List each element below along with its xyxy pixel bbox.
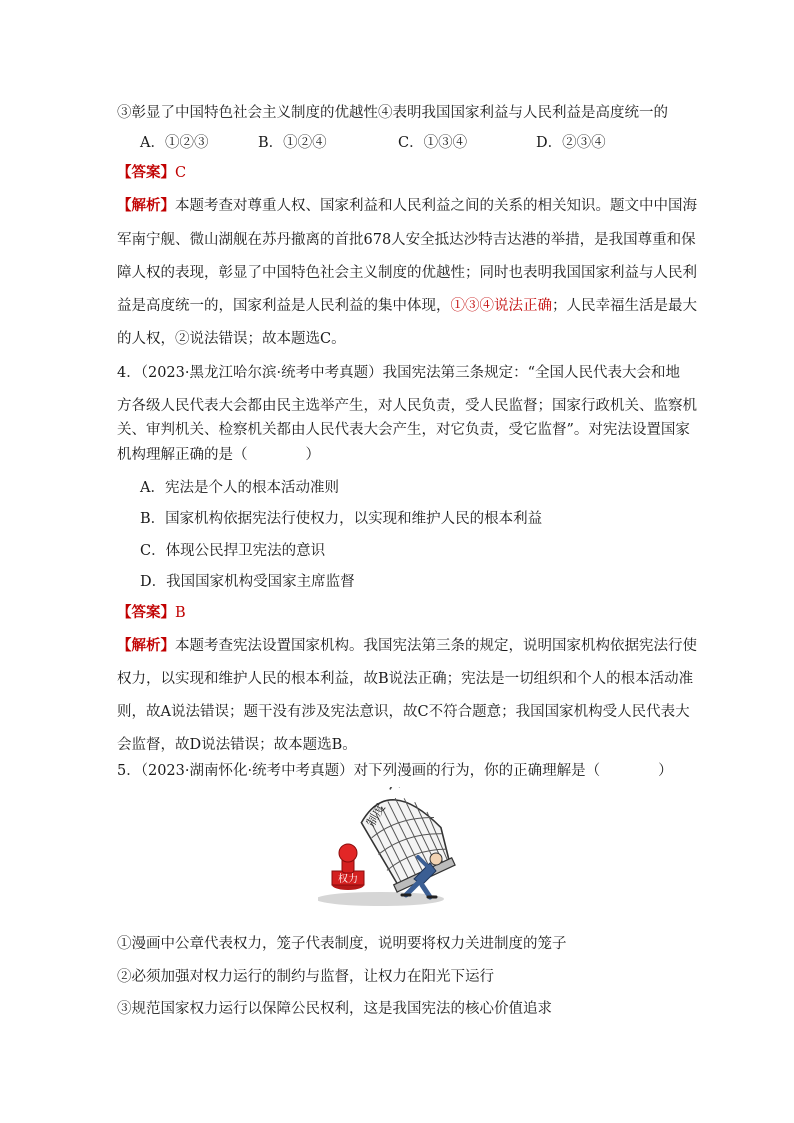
answer-value: C: [175, 165, 187, 181]
q5-stem: 5．（2023·湖南怀化·统考中考真题）对下列漫画的行为，你的正确理解是（ ）: [117, 763, 673, 779]
analysis-tag: 【解析】: [117, 637, 175, 654]
q4-answer: [117, 603, 186, 623]
q3-answer: [117, 163, 186, 183]
stamp-label: 权力: [338, 874, 358, 885]
q3-analysis-line-4: [117, 296, 697, 316]
q5-statement-3: ③规范国家权力运行以保障公民权利，这是我国宪法的核心价值追求: [117, 1001, 552, 1017]
q5-statement-2: ②必须加强对权力运行的制约与监督，让权力在阳光下运行: [117, 969, 494, 985]
analysis-text: 本题考查对尊重人权、国家利益和人民利益之间的关系的相关知识。题文中中国海: [175, 198, 697, 214]
q4-option-a: A．宪法是个人的根本活动准则: [140, 480, 339, 496]
q3-option-a: A．①②③: [140, 135, 209, 151]
q4-stem-line-1: 4．（2023·黑龙江哈尔滨·统考中考真题）我国宪法第三条规定：“全国人民代表大会和地: [117, 365, 681, 381]
analysis-text: 本题考查宪法设置国家机构。我国宪法第三条的规定，说明国家机构依据宪法行使: [175, 638, 697, 654]
analysis-text: 益是高度统一的，国家利益是人民利益的集中体现，: [117, 298, 451, 314]
q3-statement-tail: ③彰显了中国特色社会主义制度的优越性④表明我国国家利益与人民利益是高度统一的: [117, 105, 668, 121]
q4-analysis-line-2: 权力，以实现和维护人民的根本利益，故B说法正确；宪法是一切组织和个人的根本活动准: [117, 671, 694, 687]
q3-analysis-line-5: 的人权，②说法错误；故本题选C。: [117, 331, 346, 347]
q3-analysis-line-3: 障人权的表现，彰显了中国特色社会主义制度的优越性；同时也表明我国国家利益与人民利: [117, 265, 697, 281]
q4-stem-line-2: 方各级人民代表大会都由民主选举产生，对人民负责，受人民监督；国家行政机关、监察机: [117, 398, 697, 414]
analysis-tag: 【解析】: [117, 197, 175, 214]
cage-icon: [353, 787, 458, 893]
q5-statement-1: ①漫画中公章代表权力，笼子代表制度，说明要将权力关进制度的笼子: [117, 936, 567, 952]
q3-option-d: D．②③④: [536, 135, 606, 151]
answer-tag: 【答案】: [117, 604, 175, 621]
cartoon-image: [318, 787, 458, 907]
q4-option-d: D．我国国家机构受国家主席监督: [140, 574, 355, 590]
q4-option-c: C．体现公民捍卫宪法的意识: [140, 543, 326, 559]
answer-tag: 【答案】: [117, 164, 175, 181]
q4-stem-line-4: 机构理解正确的是（ ）: [117, 447, 320, 463]
q4-stem-line-3: 关、审判机关、检察机关都由人民代表大会产生，对它负责，受它监督”。对宪法设置国家: [117, 422, 690, 438]
analysis-text: ；人民幸福生活是最大: [552, 298, 697, 314]
q3-option-c: C．①③④: [398, 135, 468, 151]
q3-analysis-line-1: [117, 196, 697, 216]
q3-analysis-line-2: 军南宁舰、微山湖舰在苏丹撤离的首批678人安全抵达沙特吉达港的举措，是我国尊重和保: [117, 232, 696, 248]
cage-label: 制度: [363, 801, 388, 829]
q4-analysis-line-1: [117, 636, 697, 656]
analysis-highlight: ①③④说法正确: [450, 298, 552, 314]
q4-analysis-line-4: 会监督，故D说法错误；故本题选B。: [117, 737, 357, 753]
q4-analysis-line-3: 则，故A说法错误；题干没有涉及宪法意识，故C不符合题意；我国国家机构受人民代表大: [117, 704, 690, 720]
q4-option-b: B．国家机构依据宪法行使权力，以实现和维护人民的根本利益: [140, 511, 543, 527]
q3-option-b: B．①②④: [258, 135, 327, 151]
answer-value: B: [175, 605, 186, 621]
